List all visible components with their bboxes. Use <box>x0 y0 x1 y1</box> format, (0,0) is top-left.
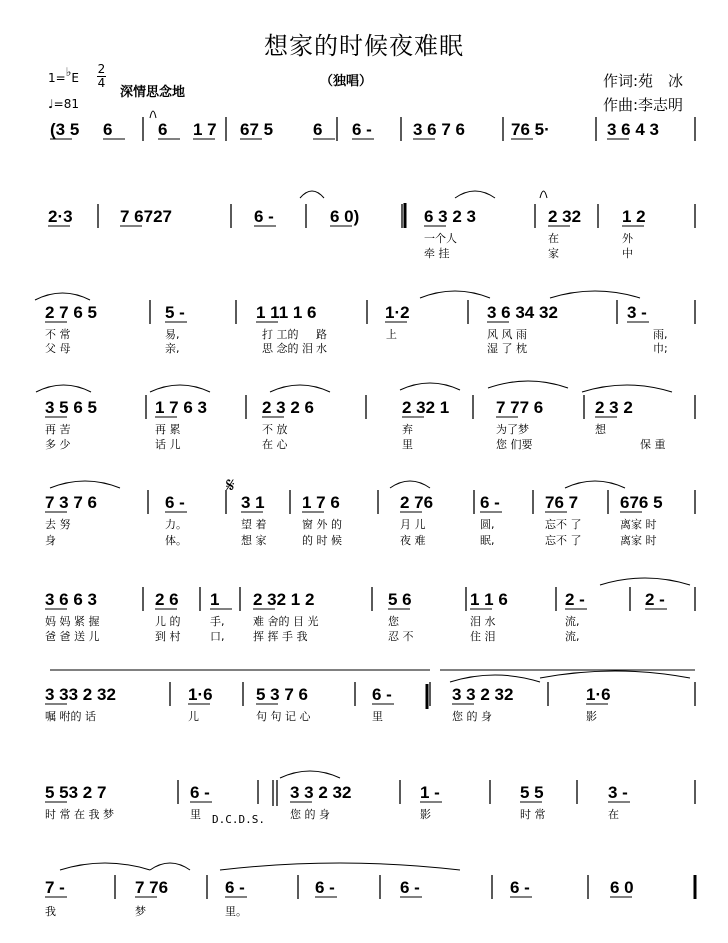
slur-arc <box>600 578 690 585</box>
lyric-verse-2: 口, <box>210 630 225 643</box>
note-group: 676 5 <box>620 493 663 512</box>
lyric-verse-1: 儿 <box>188 710 199 723</box>
slur-arc <box>565 481 625 488</box>
lyric-verse-2: 保 重 <box>640 438 666 451</box>
note-group: 7 76 <box>135 878 169 897</box>
lyric-verse-2: 想 家 <box>241 534 267 547</box>
lyric-verse-1: 里。 <box>225 905 247 918</box>
note-group: 7 77 6 <box>496 398 544 417</box>
slur-arc <box>450 675 540 682</box>
lyric-verse-2: 的 时 候 <box>302 534 342 547</box>
slur-arc <box>36 385 91 392</box>
lyric-verse-1: 影 <box>586 710 597 723</box>
lyric-verse-1: 时 常 <box>520 808 546 821</box>
lyric-verse-1: 风 风 雨 <box>487 328 527 341</box>
lyric-verse-2: 夜 难 <box>400 534 426 547</box>
slur-arc <box>390 481 430 488</box>
lyric-verse-2: 中 <box>622 247 633 260</box>
note-group: 7 6727 <box>120 207 172 226</box>
note-group: 1·2 <box>385 303 410 322</box>
note-group: 2 3 2 6 <box>262 398 314 417</box>
lyric-verse-2: 住 泪 <box>470 630 496 643</box>
lyric-verse-2: 亲, <box>165 342 180 355</box>
flat-sign: ♭ <box>65 65 72 79</box>
note-group: 76 5· <box>511 120 550 139</box>
lyric-verse-2: 忍 不 <box>388 630 414 643</box>
note-group: 6 - <box>400 878 420 897</box>
lyric-verse-1: 句 句 记 心 <box>256 710 311 723</box>
lyric-verse-1: 您 <box>388 615 399 628</box>
lyric-verse-2: 巾; <box>653 342 668 355</box>
lyric-verse-1: 不 常 <box>45 328 71 341</box>
note-group: 2 76 <box>400 493 434 512</box>
slur-arc <box>550 291 640 298</box>
slur-arc <box>60 863 150 870</box>
lyric-verse-1: 一个人 <box>424 232 457 245</box>
note-group: 3 5 6 5 <box>45 398 97 417</box>
lyric-verse-2: 话 儿 <box>155 438 181 451</box>
slur-arc <box>150 385 210 392</box>
lyric-verse-1: 里 <box>190 808 201 821</box>
lyric-verse-2: 父 母 <box>45 342 71 355</box>
tempo-value: =81 <box>53 97 79 111</box>
slur-arc <box>280 771 340 778</box>
note-group: 3 3 2 32 <box>452 685 514 704</box>
lyric-verse-1: 时 常 在 我 梦 <box>45 808 114 821</box>
note-group: 1 7 <box>193 120 217 139</box>
note-group: 3 6 6 3 <box>45 590 97 609</box>
lyric-verse-2: 忘不 了 <box>545 534 582 547</box>
lyric-verse-1: 上 <box>386 328 397 341</box>
note-group: 6 - <box>190 783 210 802</box>
note-group: 2 32 <box>548 207 582 226</box>
lyric-verse-2: 湿 了 枕 <box>487 342 527 355</box>
slur-arc <box>220 863 460 870</box>
note-group: 3 33 2 32 <box>45 685 116 704</box>
note-group: 6 0 <box>610 878 634 897</box>
lyric-verse-1: 去 努 <box>45 518 71 531</box>
lyric-verse-1: 流, <box>565 615 580 628</box>
lyric-verse-2: 身 <box>45 534 56 547</box>
lyric-verse-1: 忘不 了 <box>545 518 582 531</box>
lyric-verse-2: 爸 爸 送 儿 <box>45 630 100 643</box>
lyric-verse-1: 月 儿 <box>400 518 426 531</box>
slur-arc <box>540 191 547 198</box>
composer-credit: 作曲:李志明 <box>603 96 684 114</box>
lyric-verse-1: 不 放 <box>262 423 288 436</box>
note-group: 1 11 1 6 <box>256 303 317 322</box>
lyric-verse-1: 圆, <box>480 518 495 531</box>
lyric-verse-2: 眠, <box>480 534 495 547</box>
note-group: 1 2 <box>622 207 646 226</box>
expression-mark: 深情思念地 <box>120 85 186 100</box>
note-group: 5 53 2 7 <box>45 783 107 802</box>
song-title: 想家的时候夜难眠 <box>264 32 464 60</box>
note-group: 3 3 2 32 <box>290 783 352 802</box>
slur-arc <box>150 111 156 118</box>
note-group: 2 7 6 5 <box>45 303 97 322</box>
lyric-verse-1: 我 <box>45 905 56 918</box>
note-group: 6 - <box>372 685 392 704</box>
note-group: 2 3 2 <box>595 398 633 417</box>
lyric-verse-1: 再 苦 <box>45 423 71 436</box>
note-group: 6 0) <box>330 207 360 226</box>
key-note: E <box>71 71 79 85</box>
note-group: 1 7 6 <box>302 493 340 512</box>
lyricist-credit: 作词:苑 冰 <box>603 72 684 90</box>
slur-arc <box>50 481 120 488</box>
time-bottom: 4 <box>97 76 106 90</box>
lyric-verse-1: 儿 的 <box>155 615 181 628</box>
lyric-verse-1: 嘱 咐的 话 <box>45 710 96 723</box>
note-group: 7 - <box>45 878 65 897</box>
lyric-verse-1: 路 <box>316 328 327 341</box>
lyric-verse-2: 思 念的 泪 <box>262 342 313 355</box>
lyric-verse-2: 流, <box>565 630 580 643</box>
note-group: 1·6 <box>188 685 213 704</box>
note-group: 6 - <box>225 878 245 897</box>
lyric-verse-1: 为了梦 <box>496 423 529 436</box>
slur-arc <box>270 385 330 392</box>
note-group: 1 <box>210 590 220 609</box>
lyric-verse-1: 想 <box>595 423 606 436</box>
lyric-verse-1: 您 的 身 <box>290 808 330 821</box>
lyric-verse-1: 难 舍的 目 光 <box>253 615 319 628</box>
note-group: 1·6 <box>586 685 611 704</box>
lyric-verse-2: 牵 挂 <box>424 247 450 260</box>
lyric-verse-1: 您 的 身 <box>452 710 492 723</box>
note-group: 2 32 1 2 <box>253 590 315 609</box>
note-group: 5 6 <box>388 590 412 609</box>
slur-arc <box>455 191 495 198</box>
lyric-verse-1: 里 <box>372 710 383 723</box>
note-group: 1 1 6 <box>470 590 508 609</box>
lyric-verse-2: 到 村 <box>155 630 181 643</box>
lyric-verse-1: 望 着 <box>241 518 267 531</box>
note-group: 6 - <box>254 207 274 226</box>
lyric-verse-1: 力。 <box>165 518 187 531</box>
slur-arc <box>150 863 190 870</box>
note-group: 7 3 7 6 <box>45 493 97 512</box>
segno-icon: 𝄋 <box>226 473 235 497</box>
slur-arc <box>582 385 672 392</box>
note-group: 5 5 <box>520 783 544 802</box>
dcds-mark: D.C.D.S. <box>212 813 265 826</box>
slur-arc <box>300 191 324 198</box>
slur-arc <box>35 293 90 300</box>
lyric-verse-1: 窗 外 的 <box>302 518 342 531</box>
note-group: 1 - <box>420 783 440 802</box>
lyric-verse-1: 再 累 <box>155 423 181 436</box>
note-group: 67 5 <box>240 120 274 139</box>
note-group: 2 - <box>645 590 665 609</box>
note-group: 6 <box>158 120 168 139</box>
lyric-verse-1: 影 <box>420 808 431 821</box>
note-group: 6 - <box>165 493 185 512</box>
lyric-verse-1: 易, <box>165 328 180 341</box>
note-group: 3 6 34 32 <box>487 303 558 322</box>
note-group: 5 3 7 6 <box>256 685 308 704</box>
lyric-verse-2: 里 <box>402 438 413 451</box>
quarter-note-icon: ♩ <box>48 97 54 111</box>
note-group: 2 32 1 <box>402 398 450 417</box>
lyric-verse-2: 您 们要 <box>496 438 533 451</box>
lyric-verse-1: 外 <box>622 232 633 245</box>
slur-arc <box>400 383 460 390</box>
note-group: 2 6 <box>155 590 179 609</box>
slur-arc <box>420 291 490 298</box>
note-group: 2 - <box>565 590 585 609</box>
slur-arc <box>540 671 690 678</box>
lyric-verse-1: 雨, <box>653 328 668 341</box>
lyric-verse-1: 在 <box>608 808 619 821</box>
note-group: 3 1 <box>241 493 265 512</box>
lyric-verse-1: 泪 水 <box>470 615 496 628</box>
note-group: 6 - <box>352 120 372 139</box>
lyric-verse-2: 家 <box>548 247 559 260</box>
note-group: (3 5 <box>50 120 80 139</box>
key-prefix: 1= <box>48 71 66 85</box>
note-group: 3 - <box>608 783 628 802</box>
lyric-verse-1: 妈 妈 紧 握 <box>45 615 100 628</box>
lyric-verse-2: 体。 <box>165 534 187 547</box>
note-group: 1 7 6 3 <box>155 398 207 417</box>
lyric-verse-1: 梦 <box>135 905 146 918</box>
note-group: 2·3 <box>48 207 73 226</box>
performance-type: （独唱） <box>320 74 373 89</box>
slur-arc <box>488 381 568 388</box>
note-group: 76 7 <box>545 493 579 512</box>
lyric-verse-1: 在 <box>548 232 559 245</box>
lyric-verse-2: 水 <box>316 342 327 355</box>
note-group: 6 - <box>480 493 500 512</box>
note-group: 6 <box>103 120 113 139</box>
lyric-verse-1: 弃 <box>402 423 413 436</box>
note-group: 3 6 4 3 <box>607 120 659 139</box>
lyric-verse-2: 挥 挥 手 我 <box>253 630 308 643</box>
lyric-verse-1: 离家 时 <box>620 518 657 531</box>
note-group: 6 <box>313 120 323 139</box>
note-group: 6 - <box>315 878 335 897</box>
lyric-verse-2: 在 心 <box>262 438 288 451</box>
lyric-verse-2: 离家 时 <box>620 534 657 547</box>
note-group: 6 3 2 3 <box>424 207 476 226</box>
note-group: 3 6 7 6 <box>413 120 465 139</box>
lyric-verse-1: 打 工的 <box>262 328 299 341</box>
note-group: 5 - <box>165 303 185 322</box>
time-top: 2 <box>97 62 106 76</box>
lyric-verse-2: 多 少 <box>45 438 71 451</box>
note-group: 6 - <box>510 878 530 897</box>
note-group: 3 - <box>627 303 647 322</box>
lyric-verse-1: 手, <box>210 615 225 628</box>
